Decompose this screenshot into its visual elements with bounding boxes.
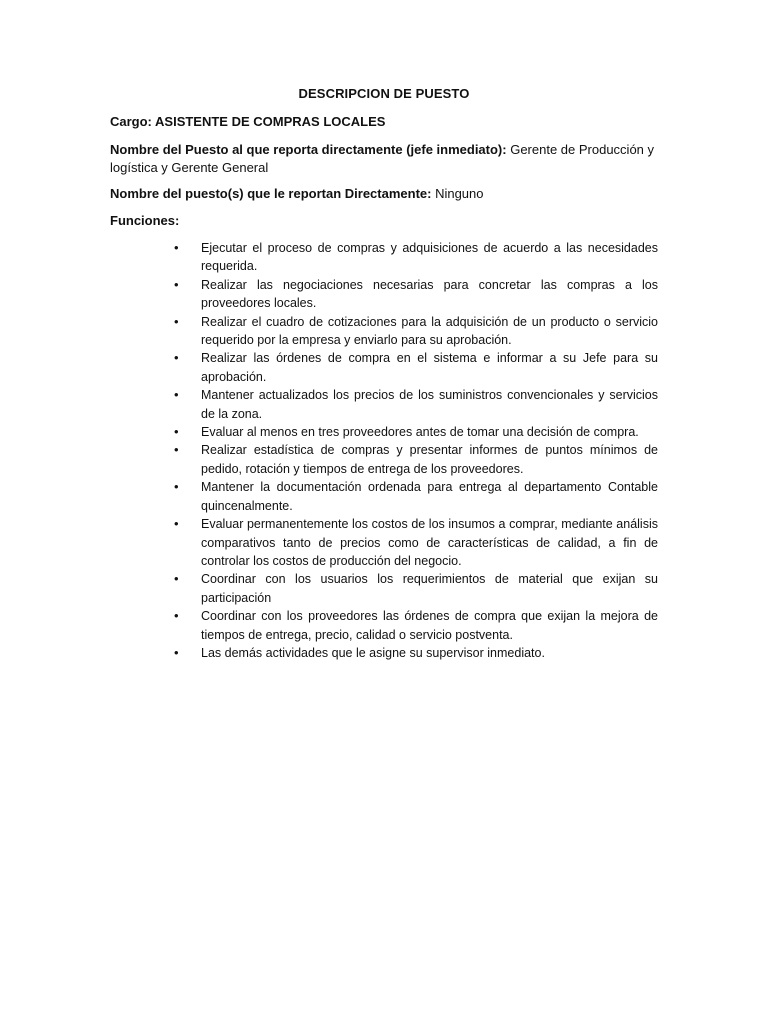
list-item [172,441,658,478]
bullet-icon: • [174,313,179,329]
list-item [172,386,658,423]
bullet-icon: • [174,644,179,660]
list-item-text: Realizar el cuadro de cotizaciones para la adquisición de un producto o servicio requerido por la empresa y enviarlo para su aprobación. [201,314,658,348]
list-item [172,515,658,570]
list-item-text: Evaluar al menos en tres proveedores antes de tomar una decisión de compra. [201,425,639,440]
list-item [172,313,658,350]
list-item-text: Coordinar con los proveedores las órdenes de compra que exijan la mejora de tiempos de entrega, precio, calidad o servicio postventa. [201,609,658,642]
reporta-value: Gerente de Producción y logística y Gerente General [110,142,655,175]
list-item [172,570,658,607]
list-item [172,276,658,313]
reportan-value: Ninguno [431,186,484,201]
list-item [172,478,658,515]
reporta-label: Nombre del Puesto al que reporta directamente (jefe inmediato): [110,142,507,157]
list-item-text: Las demás actividades que le asigne su supervisor inmediato. [201,645,545,660]
list-item [172,607,658,644]
bullet-icon: • [174,276,179,292]
funciones-heading: Funciones: [110,213,180,228]
bullet-icon: • [174,240,179,255]
cargo-label: Cargo: ASISTENTE DE COMPRAS LOCALES [110,114,386,129]
list-item-text: Evaluar permanentemente los costos de los insumos a comprar, mediante análisis comparativos tanto de precios como de características de calidad, a fin de controlar los costos de producción del negocio. [201,517,658,568]
bullet-icon: • [174,571,179,587]
bullet-icon: • [174,516,179,532]
funciones-list [172,239,658,662]
reportan-label: Nombre del puesto(s) que le reportan Directamente: [110,186,432,201]
list-item-text: Realizar las negociaciones necesarias para concretar las compras a los proveedores locales. [201,277,658,311]
bullet-icon: • [174,424,179,440]
bullet-icon: • [174,442,179,458]
bullet-icon: • [174,387,179,403]
reportan-field [110,185,658,203]
list-item-text: Coordinar con los usuarios los requerimientos de material que exijan su participación [201,572,658,605]
list-item [172,349,658,386]
list-item-text: Mantener la documentación ordenada para entrega al departamento Contable quincenalmente. [201,480,658,513]
list-item [172,644,658,662]
bullet-icon: • [174,350,179,366]
list-item-text: Realizar estadística de compras y presentar informes de puntos mínimos de pedido, rotación y tiempos de entrega de los proveedores. [201,443,658,476]
reporta-field [110,141,658,177]
list-item [172,239,658,276]
list-item [172,423,658,441]
page-title: DESCRIPCION DE PUESTO [298,86,470,101]
list-item-text: Mantener actualizados los precios de los suministros convencionales y servicios de la zona. [201,388,658,421]
bullet-icon: • [174,608,179,624]
list-item-text: Ejecutar el proceso de compras y adquisiciones de acuerdo a las necesidades requerida. [201,241,658,274]
cargo-field [110,113,658,131]
list-item-text: Realizar las órdenes de compra en el sistema e informar a su Jefe para su aprobación. [201,351,658,384]
bullet-icon: • [174,479,179,495]
